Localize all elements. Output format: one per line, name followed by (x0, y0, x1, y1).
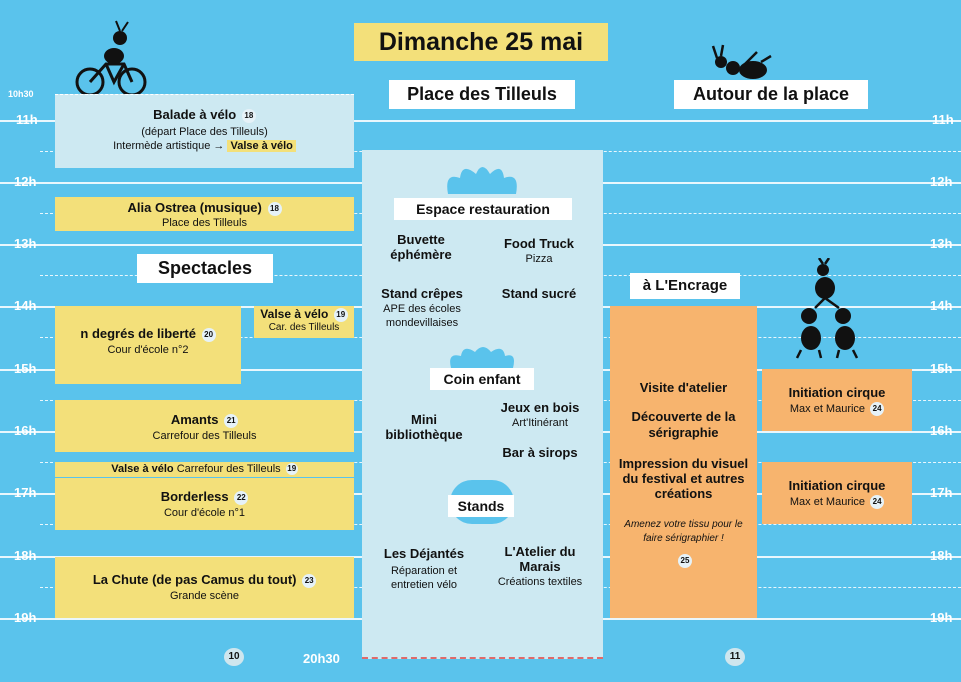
bicycle-ant-icon (70, 18, 150, 98)
visite: Visite d'atelier (639, 380, 728, 395)
encrage-header: à L'Encrage (630, 273, 740, 299)
valse1-title: Valse à vélo (260, 307, 329, 321)
page-number-left: 10 (224, 648, 244, 666)
place-header: Place des Tilleuls (389, 80, 575, 109)
cirque1-title: Initiation cirque (788, 385, 886, 400)
balade-event (55, 94, 354, 168)
hour-label: 12h (14, 174, 37, 189)
cirque1-num: 24 (870, 402, 884, 416)
coin-enfant-label: Coin enfant (430, 368, 534, 390)
cirque2-num: 24 (870, 495, 884, 509)
balade-title: Balade à vélo (153, 107, 237, 122)
amants-event (55, 400, 354, 452)
autour-header: Autour de la place (674, 80, 868, 109)
balade-sub: (départ Place des Tilleuls) (141, 125, 268, 138)
cloud-icon (447, 342, 517, 370)
alia-event (55, 197, 354, 231)
place-panel (362, 150, 603, 659)
hour-label-right: 12h (930, 174, 953, 189)
mini-biblio: Mini bibliothèque (385, 412, 463, 442)
balade-num: 18 (242, 109, 256, 123)
pizza: Pizza (525, 253, 553, 265)
stands-label: Stands (448, 495, 514, 517)
hour-label-right: 11h (932, 112, 954, 127)
dejantes: Les Déjantés (383, 546, 465, 561)
chute-num: 23 (302, 574, 316, 588)
hour-label: 19h (14, 610, 37, 625)
cirque-event-2 (762, 462, 912, 524)
amants-sub: Carrefour des Tilleuls (152, 429, 257, 442)
encrage-panel (610, 306, 757, 618)
hour-label: 18h (14, 548, 37, 563)
lying-ant-icon (705, 42, 775, 82)
cirque-event-1 (762, 369, 912, 431)
balade-inter: Intermède artistique → (113, 139, 225, 152)
decouverte: Découverte de la sérigraphie (631, 409, 736, 440)
hour-label-right: 14h (930, 298, 953, 313)
cirque2-sub: Max et Maurice (789, 495, 866, 508)
cirque1-sub: Max et Maurice (789, 402, 866, 415)
page-title: Dimanche 25 mai (354, 23, 608, 61)
dejantes-sub: Réparation et entretien vélo (390, 565, 458, 591)
bar-sirops: Bar à sirops (502, 445, 578, 460)
ant-pyramid-icon (795, 258, 890, 360)
foodtruck: Food Truck (503, 236, 575, 251)
borderless-event (55, 478, 354, 530)
hour-label: 16h (14, 423, 37, 438)
valse-event-2 (55, 462, 354, 477)
crepes: Stand crêpes (381, 286, 463, 301)
cirque2-title: Initiation cirque (788, 478, 886, 493)
atelier-sub: Créations textiles (497, 576, 583, 588)
alia-num: 18 (268, 202, 282, 216)
impression: Impression du visuel du festival et autres créations (618, 456, 749, 501)
cloud-icon (442, 160, 522, 196)
balade-inter-hl: Valse à vélo (227, 140, 295, 152)
jeux: Jeux en bois (500, 400, 580, 415)
ndegres-title: n degrés de liberté (80, 326, 196, 341)
ndegres-event (55, 306, 241, 384)
sucre: Stand sucré (501, 286, 577, 301)
valse-event-1 (254, 306, 354, 338)
amants-num: 21 (224, 414, 238, 428)
borderless-num: 22 (234, 491, 248, 505)
chute-event (55, 557, 354, 618)
chute-title: La Chute (de pas Camus du tout) (92, 572, 297, 587)
borderless-sub: Cour d'école n°1 (163, 506, 246, 519)
spectacles-header: Spectacles (137, 254, 273, 283)
hour-label-right: 19h (930, 610, 953, 625)
alia-sub: Place des Tilleuls (162, 216, 247, 229)
hour-label: 11h (16, 112, 38, 127)
valse2-sub: Carrefour des Tilleuls (176, 463, 281, 475)
hour-label: 15h (14, 361, 37, 376)
valse2-num: 19 (287, 464, 297, 474)
hour-label: 14h (14, 298, 37, 313)
ndegres-sub: Cour d'école n°2 (107, 343, 189, 356)
end-time: 20h30 (303, 651, 340, 666)
hour-label-right: 16h (930, 423, 953, 438)
amenez: Amenez votre tissu pour le faire sérigraphier ! (624, 519, 743, 544)
valse2-title: Valse à vélo (111, 463, 174, 475)
valse1-sub: Car. des Tilleuls (268, 321, 340, 333)
encrage-num: 25 (678, 554, 692, 568)
valse1-num: 19 (334, 308, 348, 322)
hour-label: 10h30 (8, 89, 34, 99)
hour-label-right: 17h (930, 485, 953, 500)
hour-label: 17h (14, 485, 37, 500)
hour-label-right: 13h (930, 236, 953, 251)
chute-sub: Grande scène (169, 589, 240, 602)
buvette: Buvette éphémère (390, 232, 452, 262)
hour-label-right: 15h (930, 361, 953, 376)
ndegres-num: 20 (202, 328, 216, 342)
hour-label: 13h (14, 236, 37, 251)
artit: Art'Itinérant (512, 417, 568, 429)
borderless-title: Borderless (160, 489, 229, 504)
hour-label-right: 18h (930, 548, 953, 563)
alia-title: Alia Ostrea (musique) (127, 200, 262, 215)
page-number-right: 11 (725, 648, 745, 666)
restauration-label: Espace restauration (394, 198, 572, 220)
amants-title: Amants (170, 412, 219, 427)
ape: APE des écoles mondevillaises (383, 303, 461, 329)
atelier: L'Atelier du Marais (504, 544, 576, 574)
